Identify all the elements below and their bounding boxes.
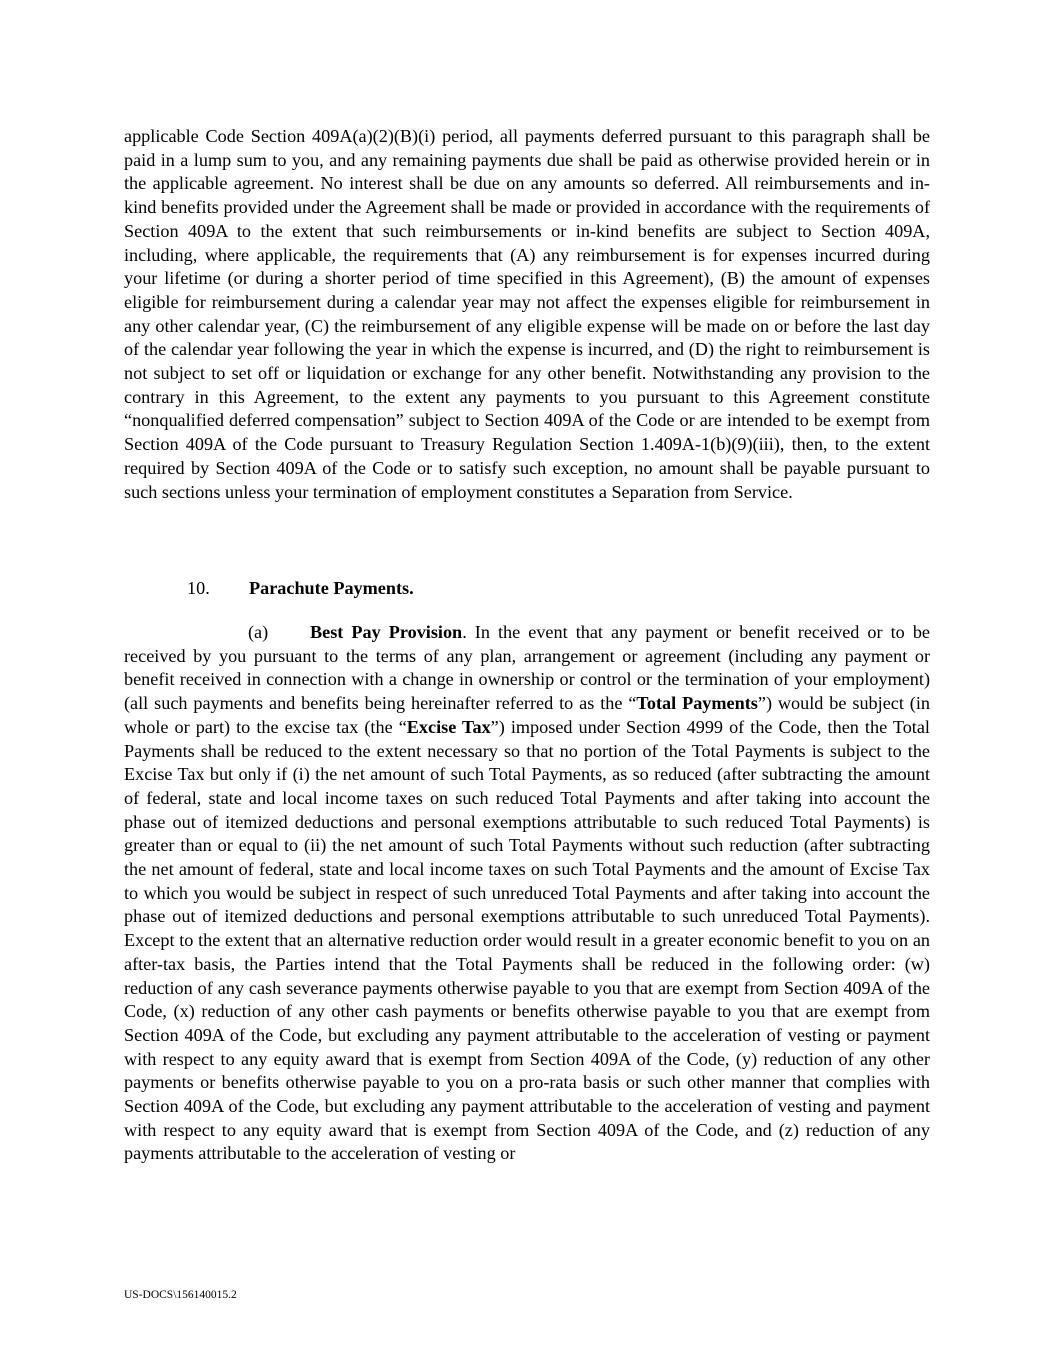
paragraph-409a-continuation: applicable Code Section 409A(a)(2)(B)(i) period, all payments deferred pursuant to this paragraph shall be paid in a lump sum to you, and any remaining payments due shall be paid as otherwise provided herein or in the applicable agreement. No interest shall be due on any amounts so deferred. All reimbursements and in-kind benefits provided under the Agreement shall be made or provided in accordance with the requirements of Section 409A to the extent that such reimbursements or in-kind benefits are subject to Section 409A, including, where applicable, the requirements that (A) any reimbursement is for expenses incurred during your lifetime (or during a shorter period of time specified in this Agreement), (B) the amount of expenses eligible for reimbursement during a calendar year may not affect the expenses eligible for reimbursement in any other calendar year, (C) the reimbursement of any eligible expense will be made on or before the last day of the calendar year following the year in which the expense is incurred, and (D) the right to reimbursement is not subject to set off or liquidation or exchange for any other benefit. Notwithstanding any provision to the contrary in this Agreement, to the extent any payments to you pursuant to this Agreement constitute “nonqualified deferred compensation” subject to Section 409A of the Code or are intended to be exempt from Section 409A of the Code pursuant to Treasury Regulation Section 1.409A-1(b)(9)(iii), then, to the extent required by Section 409A of the Code or to satisfy such exception, no amount shall be payable pursuant to such sections unless your termination of employment constitutes a Separation from Service. xyxy=(124,126,930,502)
section-10-heading xyxy=(187,577,414,601)
subsection-title: Best Pay Provision xyxy=(310,622,463,642)
subsection-a-paragraph xyxy=(124,621,930,1166)
section-number: 10. xyxy=(187,578,210,598)
subsection-text-part-1: In the event that any payment or benefit received or to be received by you pursuant to the terms of any plan, arrangement or agreement (including any payment or benefit received in connection with a change in ownership or control or the termination of your employment) (all such payments and benefits being hereinafter referred to as the “ xyxy=(124,622,930,714)
subsection-title-punct: . xyxy=(462,622,467,642)
defined-term-excise-tax: Excise Tax xyxy=(406,716,491,737)
defined-term-total-payments: Total Payments xyxy=(636,693,758,714)
section-title: Parachute Payments. xyxy=(249,578,414,598)
footer-doc-id: US-DOCS\156140015.2 xyxy=(124,1289,237,1301)
subsection-label: (a) xyxy=(248,622,269,642)
subsection-text-part-2: ”) would be subject (in whole or part) to the excise tax (the “ xyxy=(124,693,931,737)
subsection-text-part-3: ”) imposed under Section 4999 of the Code, then the Total Payments shall be reduced to the extent necessary so that no portion of the Total Payments is subject to the Excise Tax but only if (i) the net amount of such Total Payments, as so reduced (after subtracting the amount of federal, state and local income taxes on such reduced Total Payments and after taking into account the phase out of itemized deductions and personal exemptions attributable to such reduced Total Payments) is greater than or equal to (ii) the net amount of such Total Payments without such reduction (after subtracting the net amount of federal, state and local income taxes on such Total Payments and the amount of Excise Tax to which you would be subject in respect of such unreduced Total Payments and after taking into account the phase out of itemized deductions and personal exemptions attributable to such unreduced Total Payments). Except to the extent that an alternative reduction order would result in a greater economic benefit to you on an after-tax basis, the Parties intend that the Total Payments shall be reduced in the following order: (w) reduction of any cash severance payments otherwise payable to you that are exempt from Section 409A of the Code, (x) reduction of any other cash payments or benefits otherwise payable to you that are exempt from Section 409A of the Code, but excluding any payment attributable to the acceleration of vesting or payment with respect to any equity award that is exempt from Section 409A of the Code, (y) reduction of any other payments or benefits otherwise payable to you on a pro-rata basis or such other manner that complies with Section 409A of the Code, but excluding any payment attributable to the acceleration of vesting and payment with respect to any equity award that is exempt from Section 409A of the Code, and (z) reduction of any payments attributable to the acceleration of vesting or xyxy=(124,716,930,1164)
